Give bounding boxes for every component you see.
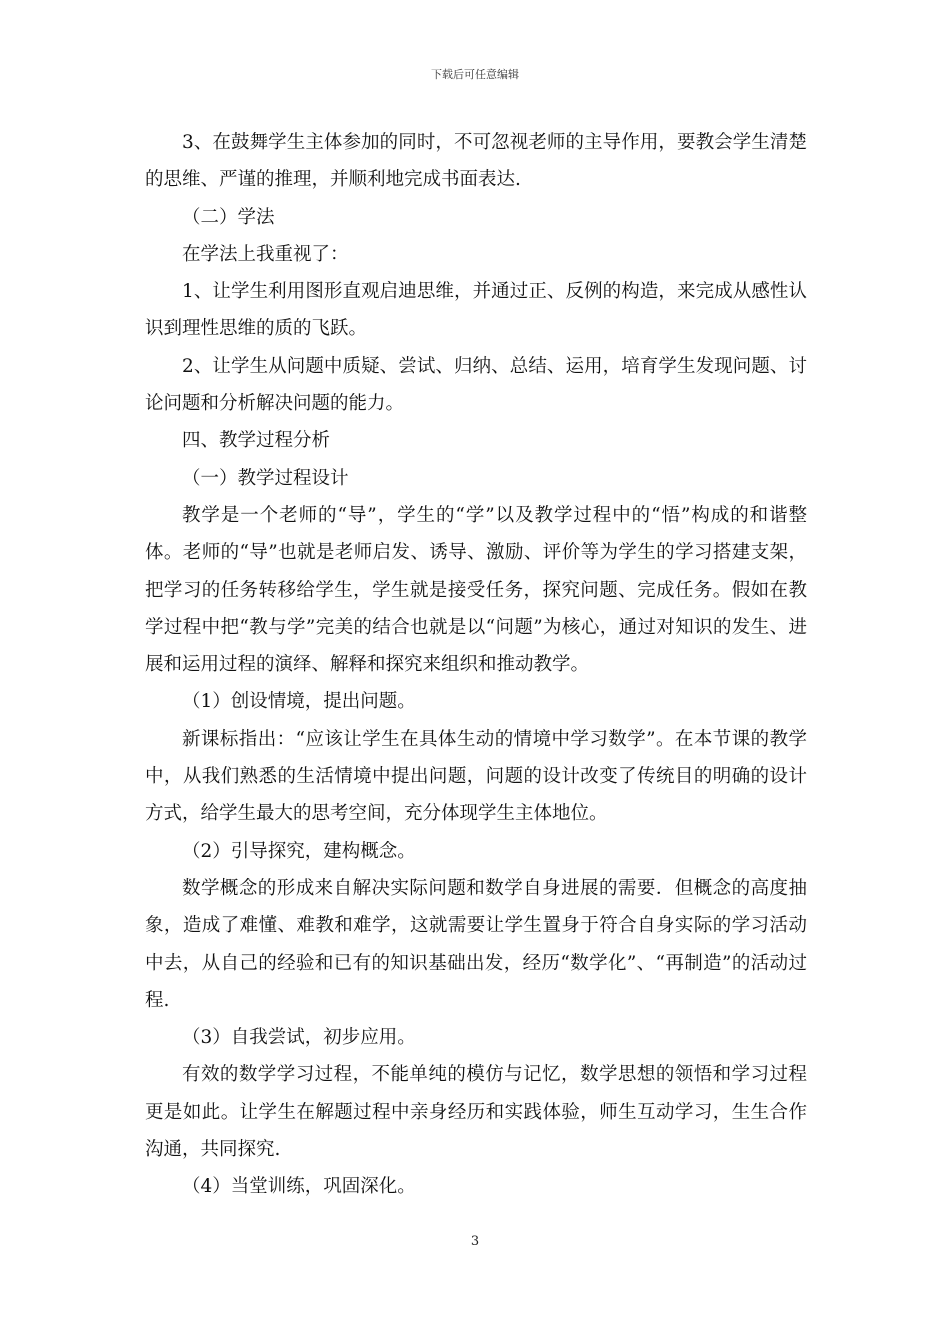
paragraph: 3、在鼓舞学生主体参加的同时，不可忽视老师的主导作用，要教会学生清楚的思维、严谨的推理，并顺利地完成书面表达.	[145, 132, 807, 191]
paragraph: 教学是一个老师的“导”，学生的“学”以及教学过程中的“悟”构成的和谐整体。老师的“导”也就是老师启发、诱导、激励、评价等为学生的学习搭建支架，把学习的任务转移给学生，学生就是接受任务，探究问题、完成任务。假如在教学过程中把“教与学”完美的结合也就是以“问题”为核心，通过对知识的发生、进展和运用过程的演绎、解释和探究来组织和推动教学。	[145, 504, 807, 676]
paragraph: 新课标指出：“应该让学生在具体生动的情境中学习数学”。在本节课的教学中，从我们熟悉的生活情境中提出问题，问题的设计改变了传统目的明确的设计方式，给学生最大的思考空间，充分体现学生主体地位。	[145, 728, 807, 825]
page-header: 下载后可任意编辑	[431, 68, 519, 81]
paragraph: 1、让学生利用图形直观启迪思维，并通过正、反例的构造，来完成从感性认识到理性思维的质的飞跃。	[145, 281, 807, 340]
page-number: 3	[470, 1234, 480, 1249]
section-heading: （二）学法	[182, 206, 275, 228]
section-heading: （3）自我尝试，初步应用。	[182, 1027, 416, 1049]
section-heading: （2）引导探究，建构概念。	[182, 840, 416, 862]
paragraph: 数学概念的形成来自解决实际问题和数学自身进展的需要．但概念的高度抽象，造成了难懂、难教和难学，这就需要让学生置身于符合自身实际的学习活动中去，从自己的经验和已有的知识基础出发，经历“数学化”、“再制造”的活动过程.	[145, 877, 807, 1011]
section-heading: （4）当堂训练，巩固深化。	[182, 1176, 416, 1198]
document-body	[145, 124, 807, 1206]
paragraph: 2、让学生从问题中质疑、尝试、归纳、总结、运用，培育学生发现问题、讨论问题和分析解决问题的能力。	[145, 355, 807, 415]
section-heading: （1）创设情境，提出问题。	[182, 691, 416, 713]
paragraph: 在学法上我重视了：	[182, 243, 349, 265]
paragraph: 有效的数学学习过程，不能单纯的模仿与记忆，数学思想的领悟和学习过程更是如此。让学生在解题过程中亲身经历和实践体验，师生互动学习，生生合作沟通，共同探究.	[145, 1064, 807, 1161]
section-heading: 四、教学过程分析	[182, 430, 331, 452]
section-heading: （一）教学过程设计	[182, 467, 349, 489]
